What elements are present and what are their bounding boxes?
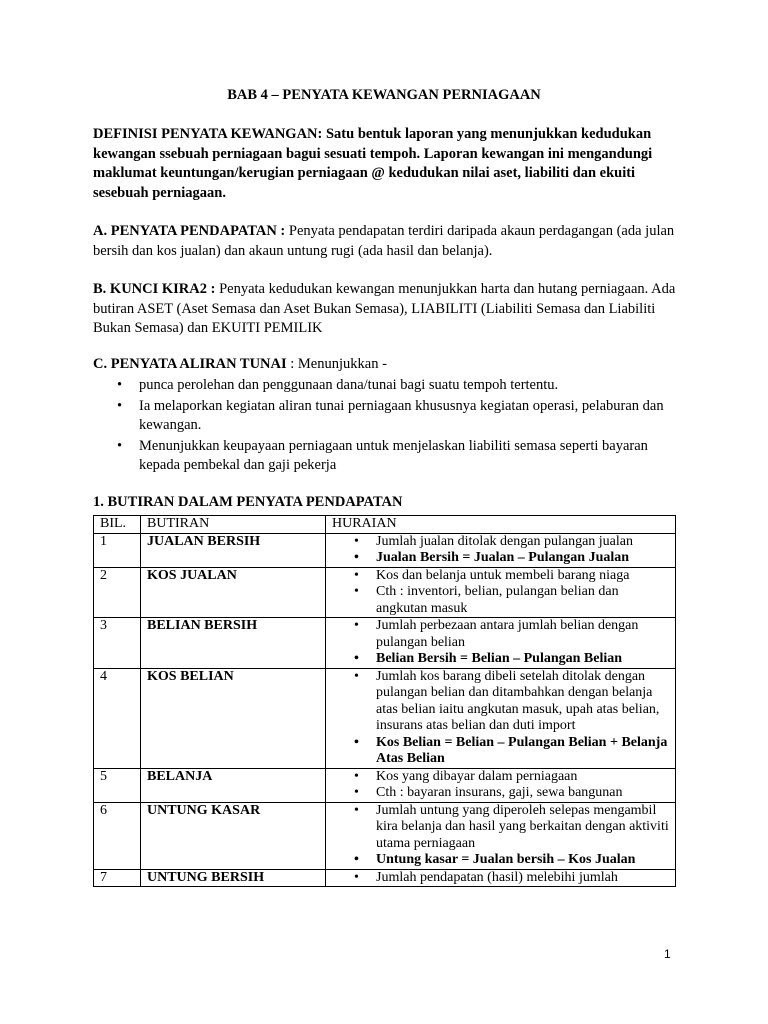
table-row (94, 567, 676, 618)
row-bil: 6 (94, 802, 141, 869)
table-row (94, 668, 676, 768)
huraian-item: • Untung kasar = Jualan bersih – Kos Jualan (332, 852, 669, 869)
huraian-list (332, 618, 669, 668)
column-header-butiran: BUTIRAN (141, 516, 326, 534)
table-row (94, 869, 676, 887)
list-item: • punca perolehan dan penggunaan dana/tunai bagi suatu tempoh tertentu. (93, 376, 683, 395)
row-butiran: UNTUNG KASAR (141, 802, 326, 869)
column-header-huraian: HURAIAN (326, 516, 676, 534)
huraian-item: • Jumlah pendapatan (hasil) melebihi jumlah (332, 870, 669, 887)
section-a-text: Penyata pendapatan terdiri daripada akaun perdagangan (ada julan bersih dan kos jualan) dan akaun untung rugi (ada hasil dan belanja). (93, 223, 675, 259)
huraian-item: • Kos Belian = Belian – Pulangan Belian + Belanja Atas Belian (332, 735, 669, 768)
huraian-item: • Jumlah kos barang dibeli setelah ditolak dengan pulangan belian dan ditambahkan dengan belanja atas belian iaitu angkutan masuk, upah atas belian, insurans atas belian dan duti import (332, 669, 669, 735)
definition-text: : Satu bentuk laporan yang menunjukkan kedudukan kewangan ssebuah perniagaan bagui sesuati tempoh. Laporan kewangan ini mengandungi maklumat keuntungan/kerugian perniagaan @ kedudukan nilai aset, liabiliti dan ekuiti sesebuah perniagaan. (93, 126, 653, 201)
huraian-item: • Jumlah jualan ditolak dengan pulangan jualan (332, 534, 669, 551)
section-b-paragraph (93, 280, 683, 339)
list-item: • Menunjukkan keupayaan perniagaan untuk menjelaskan liabiliti semasa seperti bayaran kepada pembekal dan gaji pekerja (93, 437, 683, 475)
huraian-item: • Jumlah untung yang diperoleh selepas mengambil kira belanja dan hasil yang berkaitan dengan aktiviti utama perniagaan (332, 803, 669, 853)
section-1-heading: 1. BUTIRAN DALAM PENYATA PENDAPATAN (93, 494, 403, 510)
huraian-item: • Kos yang dibayar dalam perniagaan (332, 769, 669, 786)
huraian-list (332, 870, 669, 887)
huraian-list (332, 669, 669, 768)
section-c-paragraph (93, 355, 683, 375)
huraian-item: • Cth : bayaran insurans, gaji, sewa bangunan (332, 785, 669, 802)
huraian-item: • Cth : inventori, belian, pulangan belian dan angkutan masuk (332, 584, 669, 617)
row-huraian (326, 768, 676, 802)
huraian-list (332, 769, 669, 802)
section-a-paragraph (93, 222, 683, 261)
row-bil: 7 (94, 869, 141, 887)
row-butiran: UNTUNG BERSIH (141, 869, 326, 887)
row-butiran: JUALAN BERSIH (141, 533, 326, 567)
row-bil: 2 (94, 567, 141, 618)
huraian-list (332, 534, 669, 567)
row-butiran: BELANJA (141, 768, 326, 802)
row-bil: 5 (94, 768, 141, 802)
page-number: 1 (664, 947, 671, 961)
row-bil: 1 (94, 533, 141, 567)
row-butiran: KOS JUALAN (141, 567, 326, 618)
definition-paragraph (93, 125, 683, 203)
section-c-text: : Menunjukkan - (286, 356, 387, 372)
row-huraian (326, 533, 676, 567)
huraian-item: • Belian Bersih = Belian – Pulangan Belian (332, 651, 669, 668)
definition-label: DEFINISI PENYATA KEWANGAN (93, 126, 318, 142)
column-header-bil: BIL. (94, 516, 141, 534)
row-bil: 3 (94, 618, 141, 669)
table-row (94, 533, 676, 567)
row-huraian (326, 567, 676, 618)
section-c-label: C. PENYATA ALIRAN TUNAI (93, 356, 287, 372)
page-title: BAB 4 – PENYATA KEWANGAN PERNIAGAAN (227, 87, 541, 103)
table-row (94, 802, 676, 869)
row-bil: 4 (94, 668, 141, 768)
section-b-text: Penyata kedudukan kewangan menunjukkan harta dan hutang perniagaan. Ada butiran ASET (Aset Semasa dan Aset Bukan Semasa), LIABILITI (Liabiliti Semasa dan Liabiliti Bukan Semasa) dan EKUITI PEMILIK (93, 281, 676, 336)
table-header-row (94, 516, 676, 534)
row-butiran: BELIAN BERSIH (141, 618, 326, 669)
huraian-item: • Jualan Bersih = Jualan – Pulangan Jualan (332, 550, 669, 567)
huraian-item: • Jumlah perbezaan antara jumlah belian dengan pulangan belian (332, 618, 669, 651)
row-huraian (326, 869, 676, 887)
huraian-list (332, 803, 669, 869)
row-huraian (326, 618, 676, 669)
income-statement-table (93, 515, 676, 887)
row-huraian (326, 802, 676, 869)
section-a-label: A. PENYATA PENDAPATAN : (93, 223, 286, 239)
huraian-list (332, 568, 669, 618)
section-b-label: B. KUNCI KIRA2 : (93, 281, 216, 297)
table-row (94, 768, 676, 802)
huraian-item: • Kos dan belanja untuk membeli barang niaga (332, 568, 669, 585)
table-row (94, 618, 676, 669)
section-c-bullet-list (93, 376, 683, 477)
list-item: • Ia melaporkan kegiatan aliran tunai perniagaan khususnya kegiatan operasi, pelaburan dan kewangan. (93, 397, 683, 435)
row-butiran: KOS BELIAN (141, 668, 326, 768)
row-huraian (326, 668, 676, 768)
